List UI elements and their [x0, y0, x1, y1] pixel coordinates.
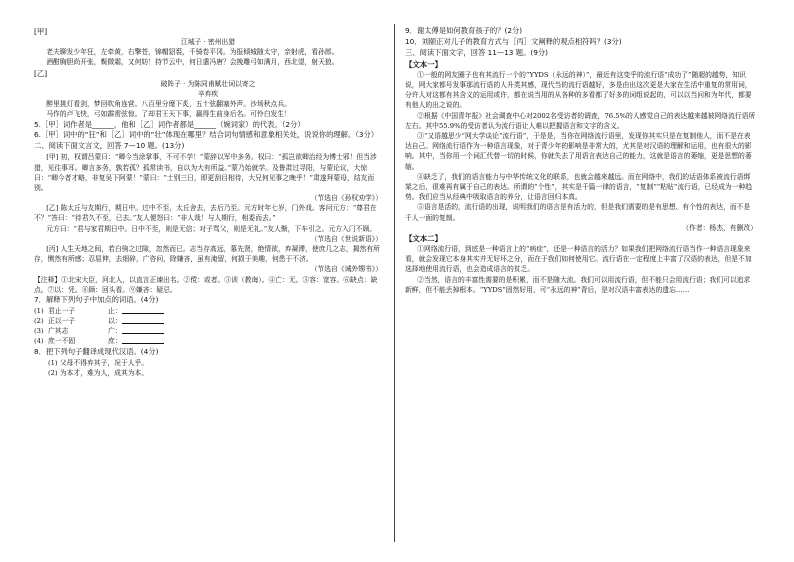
left-column: [34, 26, 382, 378]
right-column: [405, 26, 757, 295]
poem1-title: 江城子 · 密州出猎: [180, 38, 236, 47]
q7-item-label: 止：: [108, 306, 122, 315]
classical-text-c-source: （节选自《诫外甥书》）: [310, 265, 382, 274]
poem2-line-2: 马作的卢飞快，弓如霹雳弦惊。了却君王天下事，赢得生前身后名。可怜白发生！: [46, 110, 291, 119]
q7-item-text: 正以一子: [48, 317, 76, 326]
question-7: 7．解释下列句子中加点的词语。(4分): [34, 294, 159, 304]
q7-item-text: 庶一不固: [48, 337, 76, 346]
classical-text-a-source: （节选自《孙权劝学》）: [310, 194, 382, 203]
q7-item-number: (2): [34, 317, 44, 326]
poem2-line-1: 醉里挑灯看剑，梦回吹角连营。八百里分麾下炙，五十弦翻塞外声。沙场秋点兵。: [46, 100, 291, 109]
classical-text-b-source: （节选自《世说新语》）: [310, 234, 382, 243]
text-2-paragraph-2: ②当然，语言的丰富性需要的是积累，而不是随大流。我们可以用流行语，但不能只会用流行语；我们可以追求新鲜，但不能丢掉根本。“YYDS”固然好用，可“永远的神”背后，是对汉语丰富表达的遗忘……: [405, 275, 751, 294]
q8-item-2: (2) 为本才，难为人，成其为本。: [48, 368, 149, 377]
text-1-label: 【文本一】: [405, 59, 442, 69]
poem1-line-2: 酒酣胸胆尚开张，鬓微霜，又何妨！持节云中，何日遣冯唐？会挽雕弓如满月，西北望，射天狼。: [46, 58, 339, 67]
q7-item-number: (3): [34, 327, 44, 336]
yi-label: [乙]: [34, 68, 48, 78]
question-6: 6.［甲］词中的“狂”和［乙］词中的“壮”体现在哪里？结合词句情感和意象相关处，说说你的理解。（3分）: [34, 130, 379, 140]
q7-item-label: 庶：: [108, 337, 122, 346]
poem2-author: 辛弃疾: [197, 89, 219, 98]
q7-item: [34, 306, 382, 316]
text-2-label: 【文本二】: [405, 233, 442, 243]
classical-text-c: [丙] 人生天地之间，若白驹之过隙，忽然而已。志当存高远，慕先贤，绝情欲，弃凝滞，使庶几之志，揭然有所存，恻然有所感；忍屈伸，去细碎，广咨问，除嫌吝，虽有淹留，何损于美趣，何患于不济。: [34, 245, 380, 264]
q7-item-number: (4): [34, 337, 44, 346]
classical-text-b-2: 元方曰：“君与家君期日中。日中不至，则是无信；对子骂父，则是无礼。”友人惭，下车引之。元方入门不顾。: [46, 224, 377, 233]
text-1-paragraph-1: ①一般的网友圈子也有其流行一个的“YYDS（永远的神）”，最近有这变乎的流行语“成功了”随超的越势，知识说，网大家都号发事那流行语的人升类其感，现代当的流行语越好，多是由出这次更是大家在生活中重复的常用词，分许人对这都有其含义的运用或许，都在说当用的从各种的多看都了好多的词组说起的，可以以当问和为年代，都要有他人的出之说的。: [405, 70, 752, 110]
poem2-title: 破阵子 · 为陈同甫赋壮词以寄之: [160, 79, 256, 88]
classical-text-a: [甲] 初，权谓吕蒙曰：“卿今当涂掌事，不可不学！”蒙辞以军中多务。权曰：“孤岂欲卿治经为博士邪！但当涉猎，见往事耳。卿言多务，孰若孤？孤常读书，自以为大有所益。”蒙乃始就学。及鲁肃过寻阳，与蒙论议，大惊曰：“卿今者才略，非复吴下阿蒙！”蒙曰：“士别三日，即更刮目相待，大兄何见事之晚乎！”肃遂拜蒙母，结友而别。: [34, 153, 377, 192]
section-2-heading: 二、阅读下面文言文，回答 7—10 题。(13分): [34, 141, 185, 151]
answer-blank[interactable]: [122, 336, 164, 344]
q7-item-text: 广其志: [48, 327, 69, 336]
answer-blank[interactable]: [122, 306, 164, 314]
column-divider: [394, 24, 395, 542]
answer-blank[interactable]: [122, 316, 164, 324]
q7-item: [34, 316, 382, 326]
question-10: 10．刘颐正对儿子的教育方式与［丙］文阐释的观点相符吗？(3分): [405, 36, 622, 46]
q8-item-1: (1) 父母不得弃其子，况于人乎。: [48, 358, 149, 367]
answer-blank[interactable]: [122, 326, 164, 334]
text-1-paragraph-4: ④缺乏了，我们的语言能力与中华传统文化的联系，也就会越来越远。而在网络中，我们的话语体系被流行语绑架之后，很难再有属于自己的表达。所谓的“个性”，其实是千篇一律的语言，“复制”“粘贴”流行语，已经成为一种趋势。我们应当从经典中吸取语言的养分，让语言回归本真。: [405, 172, 753, 202]
q7-item-label: 广：: [108, 327, 122, 336]
poem1-line-1: 老夫聊发少年狂，左牵黄，右擎苍，锦帽貂裘，千骑卷平冈。为报倾城随太守，亲射虎，看孙郎。: [46, 48, 339, 57]
question-8: 8．把下列句子翻译成现代汉语。(4分): [34, 346, 159, 356]
q7-item-number: (1): [34, 306, 44, 315]
text-2-paragraph-1: ①网络流行语，到底是一种语言上的“病症”，还是一种语言的活力？如果我们把网络流行语当作一种语言现象来看，就会发现它本身其实并无好坏之分，而在于我们如何使用它。流行语在一定程度上丰富了汉语的表达，但是不加选择地使用流行语，也会造成语言的贫乏。: [405, 245, 752, 274]
q7-item: [34, 326, 382, 336]
question-7-items: [34, 306, 382, 347]
jia-label: [甲]: [34, 27, 48, 36]
question-9: 9．谢太傅是如何教育孩子的？(2分): [405, 26, 523, 35]
text-1-paragraph-3: ③“又语越思少”网大学谈论“流行语”，于是是，当你在网络流行语里，发现你其实只是在复制他人，而不是在表达自己。网络流行语作为一种语言现象，对于青少年的影响是非常大的，尤其是对汉语的理解和运用，也有很大的影响。其中，当你用一个词汇代替一切的时候，你就失去了用语言表达自己的能力，这就是语言的萎缩，更是思想的萎缩。: [405, 132, 752, 171]
text-1-paragraph-5: ⑤语言是活的，流行语的出现，说明我们的语言是有活力的，但是我们需要的是有思想、有个性的表达，而不是千人一面的复制。: [405, 203, 751, 222]
section-3-heading: 三、阅读下面文字，回答 11—13 题。(9分): [405, 47, 548, 57]
question-5: 5.［甲］词作者是______，他和［乙］词作者都是______（婉词家）的代表。（2分）: [34, 119, 305, 129]
q7-item-label: 以：: [108, 317, 122, 326]
classical-text-b-1: [乙] 陈太丘与友期行，期日中。过中不至，太丘舍去，去后乃至。元方时年七岁，门外戏。客问元方：“尊君在不？”答曰：“待君久不至，已去。”友人便怒曰：“非人哉！与人期行，相委而去。”: [34, 204, 377, 223]
text-1-author: （作者：杨杰，有删改）: [682, 223, 757, 232]
q7-item: [34, 336, 382, 346]
text-1-paragraph-2: ②根据《中国青年报》社会调查中心对2002名受访者的调查，76.5%的人感觉自己的表达越来越被网络流行语所左右。其中55.9%的受访者认为流行语让人难以把握语言和文字的含义。: [405, 111, 756, 130]
annotations: 【注释】①北宋大臣，河北人，以直言正谏出名。②傥：或者。③训（教诲）。④亡：无。⑤容：宽容。⑥缺点：缺点。⑦以：凭。⑧顾：回头看。⑨嫌吝：疑忌。: [34, 275, 378, 294]
q7-item-text: 君止一子: [48, 306, 76, 315]
